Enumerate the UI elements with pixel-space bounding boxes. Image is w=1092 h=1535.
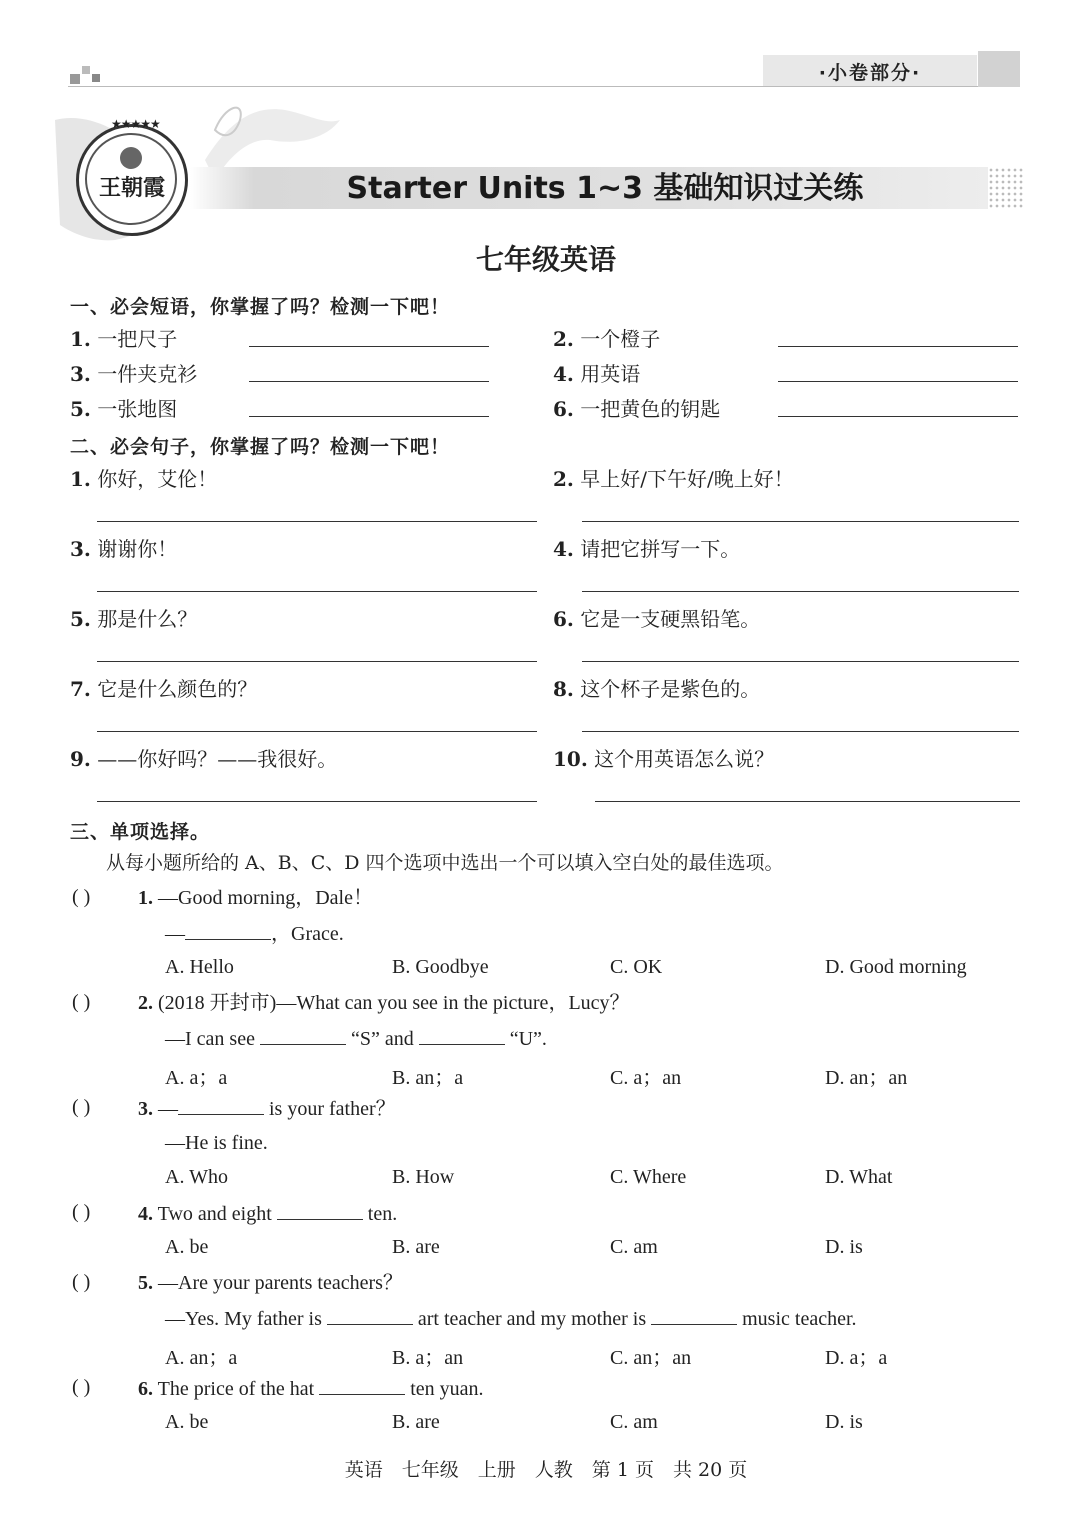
p1-item: 5. 一张地图 xyxy=(70,397,178,421)
star-icon: ★★★★★ xyxy=(111,117,160,131)
answer-line[interactable] xyxy=(97,521,537,522)
answer-line[interactable] xyxy=(97,591,537,592)
question-line: —Yes. My father is art teacher and my mother is music teacher. xyxy=(165,1308,857,1330)
answer-bracket[interactable]: ( ) xyxy=(72,1201,91,1223)
option[interactable]: A. a；a xyxy=(165,1067,228,1089)
logo-text: 王朝霞 xyxy=(98,175,165,201)
option[interactable]: B. How xyxy=(392,1166,455,1188)
option[interactable]: D. an；an xyxy=(825,1067,908,1089)
question-stem: 5. —Are your parents teachers？ xyxy=(138,1272,403,1294)
answer-line[interactable] xyxy=(97,731,537,732)
option[interactable]: D. is xyxy=(825,1236,863,1258)
p2-item: 5. 那是什么？ xyxy=(70,607,198,631)
main-title: Starter Units 1~3 基础知识过关练 xyxy=(346,171,864,206)
option[interactable]: A. be xyxy=(165,1411,209,1433)
option[interactable]: A. Hello xyxy=(165,956,234,978)
question-stem: 3. — is your father？ xyxy=(138,1098,396,1120)
question-stem: 1. —Good morning，Dale！ xyxy=(138,887,373,909)
logo-seal xyxy=(76,117,188,236)
part3-instruction: 从每小题所给的 A、B、C、D 四个选项中选出一个可以填入空白处的最佳选项。 xyxy=(106,852,784,874)
option[interactable]: C. Where xyxy=(610,1166,687,1188)
option[interactable]: C. am xyxy=(610,1411,658,1433)
p1-item: 1. 一把尺子 xyxy=(70,327,178,351)
question-stem: 4. Two and eight ten. xyxy=(138,1203,398,1225)
answer-line[interactable] xyxy=(249,381,489,382)
option[interactable]: D. What xyxy=(825,1166,893,1188)
p2-item: 8. 这个杯子是紫色的。 xyxy=(553,677,761,701)
answer-bracket[interactable]: ( ) xyxy=(72,1271,91,1293)
answer-line[interactable] xyxy=(97,661,537,662)
option[interactable]: C. am xyxy=(610,1236,658,1258)
answer-bracket[interactable]: ( ) xyxy=(72,991,91,1013)
answer-line[interactable] xyxy=(778,346,1018,347)
option[interactable]: B. are xyxy=(392,1236,440,1258)
part2-heading: 二、必会句子，你掌握了吗？检测一下吧！ xyxy=(70,436,451,458)
p1-item: 2. 一个橙子 xyxy=(553,327,661,351)
blank[interactable] xyxy=(178,1096,264,1115)
p2-item: 4. 请把它拼写一下。 xyxy=(553,537,741,561)
answer-line[interactable] xyxy=(582,521,1019,522)
banner-dots xyxy=(988,167,1024,209)
answer-line[interactable] xyxy=(778,416,1018,417)
option[interactable]: A. be xyxy=(165,1236,209,1258)
answer-line[interactable] xyxy=(249,346,489,347)
p2-item: 2. 早上好/下午好/晚上好！ xyxy=(553,467,794,491)
answer-bracket[interactable]: ( ) xyxy=(72,1096,91,1118)
p2-item: 7. 它是什么颜色的？ xyxy=(70,677,258,701)
option[interactable]: D. is xyxy=(825,1411,863,1433)
answer-line[interactable] xyxy=(778,381,1018,382)
p2-item: 9. ——你好吗？——我很好。 xyxy=(70,747,338,771)
option[interactable]: C. a；an xyxy=(610,1067,682,1089)
p2-item: 6. 它是一支硬黑铅笔。 xyxy=(553,607,761,631)
option[interactable]: B. Goodbye xyxy=(392,956,489,978)
option[interactable]: D. Good morning xyxy=(825,956,967,978)
option[interactable]: B. are xyxy=(392,1411,440,1433)
section-tag-side xyxy=(978,51,1020,87)
option[interactable]: A. an；a xyxy=(165,1347,238,1369)
p2-item: 3. 谢谢你！ xyxy=(70,537,178,561)
option[interactable]: C. OK xyxy=(610,956,663,978)
question-line: —I can see “S” and “U”. xyxy=(165,1028,547,1050)
header-line xyxy=(68,86,1020,87)
subtitle: 七年级英语 xyxy=(475,243,616,276)
blank[interactable] xyxy=(327,1306,413,1325)
p1-item: 4. 用英语 xyxy=(553,362,641,386)
blank[interactable] xyxy=(185,921,271,940)
question-stem: 6. The price of the hat ten yuan. xyxy=(138,1378,484,1400)
p2-item: 10. 这个用英语怎么说？ xyxy=(553,747,775,771)
option[interactable]: A. Who xyxy=(165,1166,228,1188)
question-line: — ，Grace. xyxy=(165,923,344,945)
option[interactable]: B. a；an xyxy=(392,1347,464,1369)
answer-bracket[interactable]: ( ) xyxy=(72,886,91,908)
p1-item: 3. 一件夹克衫 xyxy=(70,362,198,386)
answer-line[interactable] xyxy=(595,801,1020,802)
answer-bracket[interactable]: ( ) xyxy=(72,1376,91,1398)
blank[interactable] xyxy=(319,1376,405,1395)
question-stem: 2. (2018 开封市)—What can you see in the picture，Lucy？ xyxy=(138,992,630,1014)
section-tag: ·小卷部分· xyxy=(818,62,922,84)
answer-line[interactable] xyxy=(582,731,1019,732)
answer-line[interactable] xyxy=(249,416,489,417)
option[interactable]: D. a；a xyxy=(825,1347,888,1369)
answer-line[interactable] xyxy=(582,591,1019,592)
part1-heading: 一、必会短语，你掌握了吗？检测一下吧！ xyxy=(70,296,451,318)
blank[interactable] xyxy=(260,1026,346,1045)
p2-item: 1. 你好，艾伦！ xyxy=(70,467,218,491)
answer-line[interactable] xyxy=(97,801,537,802)
answer-line[interactable] xyxy=(582,661,1019,662)
blank[interactable] xyxy=(277,1201,363,1220)
page-footer: 英语 七年级 上册 人教 第 1 页 共 20 页 xyxy=(344,1459,748,1481)
portrait-icon xyxy=(120,147,142,169)
blank[interactable] xyxy=(651,1306,737,1325)
part3-heading: 三、单项选择。 xyxy=(70,821,211,843)
p1-item: 6. 一把黄色的钥匙 xyxy=(553,397,721,421)
option[interactable]: B. an；a xyxy=(392,1067,464,1089)
question-line: —He is fine. xyxy=(165,1132,268,1154)
option[interactable]: C. an；an xyxy=(610,1347,692,1369)
blank[interactable] xyxy=(419,1026,505,1045)
